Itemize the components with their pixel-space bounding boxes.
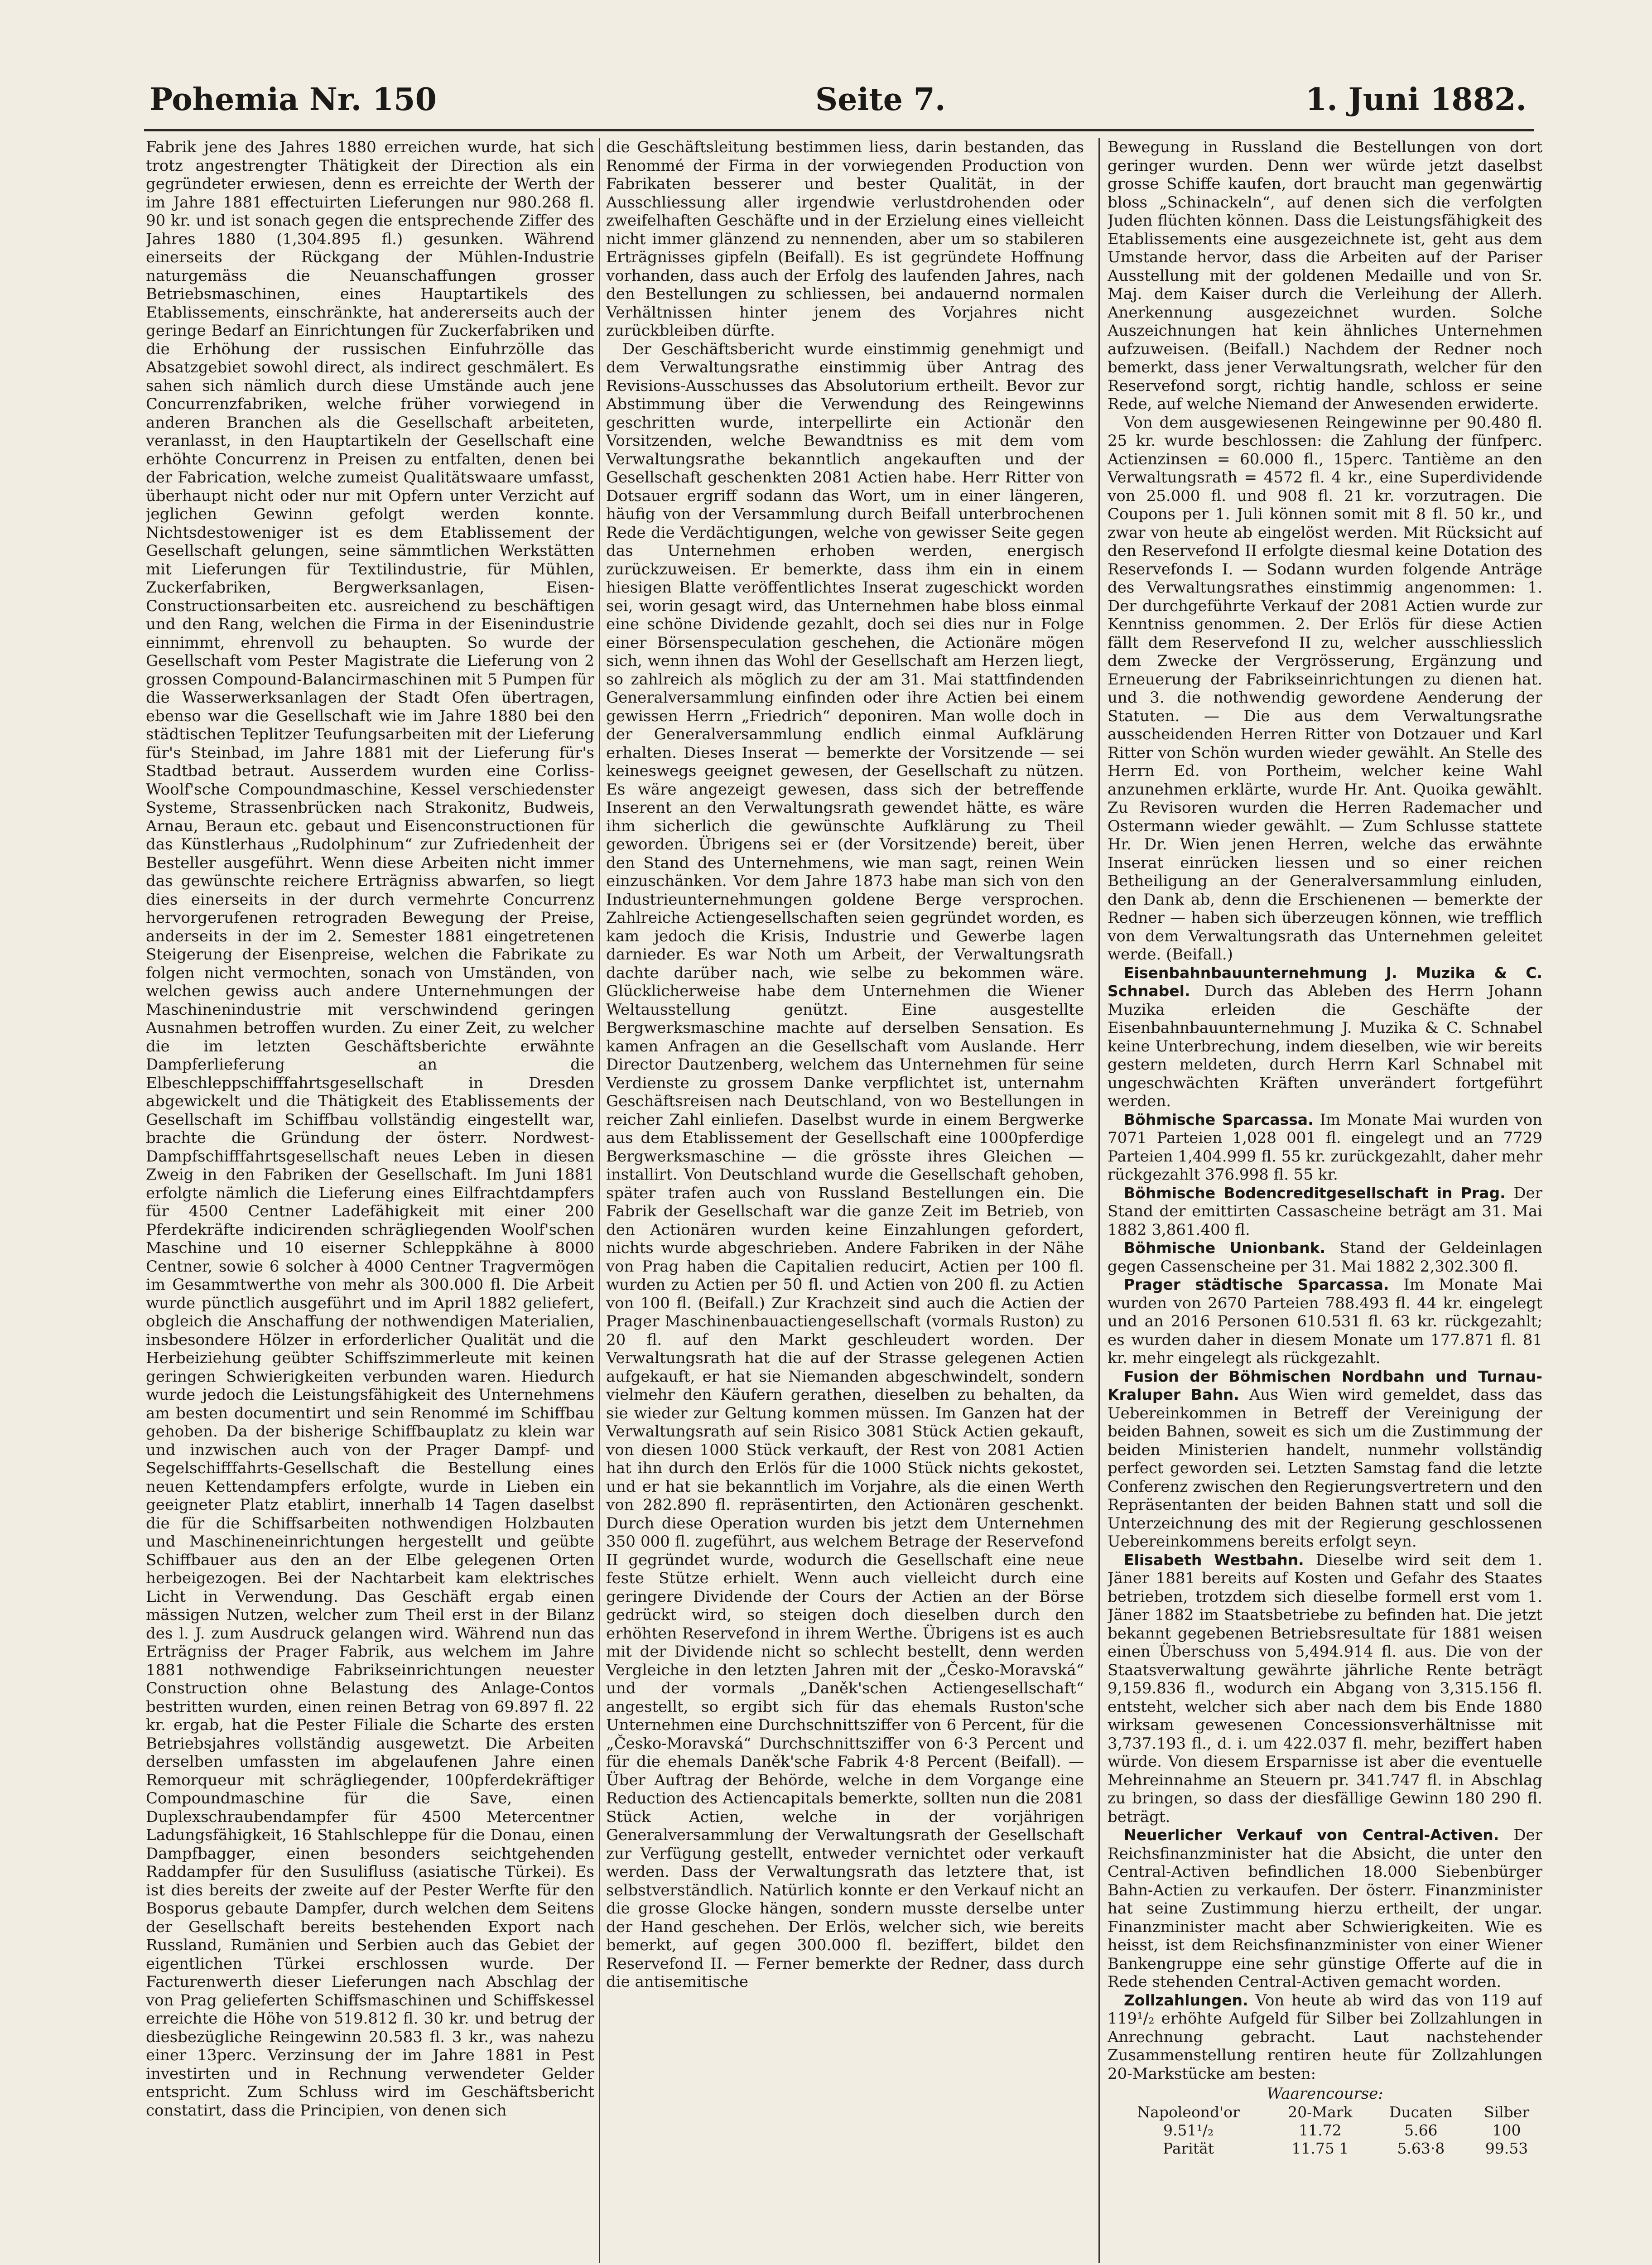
rates-cell: 100 [1492, 2121, 1521, 2139]
article-paragraph: Von dem ausgewiesenen Reingewinne per 90.480 fl. 25 kr. wurde beschlossen: die Zahlung der fünfperc. Actienzinsen = 60.000 fl., 15perc. Tantième an den Verwaltungsrath = 4572 fl. 4 kr., eine Superdividende von 25.000 fl. und 908 fl. 21 kr. vorzutragen. Die Coupons per 1. Juli können somit mit 8 fl. 50 kr., und zwar von heute ab eingelöst werden. Mit Rücksicht auf den Reservefond II erfolgte diesmal keine Dotation des Reservefonds I. — Sodann wurden folgende Anträge des Verwaltungsrathes einstimmig angenommen: 1. Der durchgeführte Verkauf der 2081 Actien wurde zur Kenntniss genommen. 2. Der Erlös für diese Actien fällt dem Reservefond II zu, welcher ausschliesslich dem Zwecke der Vergrösserung, Ergänzung und Erneuerung der Fabrikseinrichtungen zu dienen hat. und 3. die nothwendig gewordene Aenderung der Statuten. — Die aus dem Verwaltungsrathe ausscheidenden Herren Ritter von Dotzauer und Karl Ritter von Schön wurden wieder gewählt. An Stelle des Herrn Ed. von Portheim, welcher keine Wahl anzunehmen erklärte, wurde Hr. Ant. Quoika gewählt. Zu Revisoren wurden die Herren Rademacher und Ostermann wieder gewählt. — Zum Schlusse stattete Hr. Dr. Wien jenen Herren, welche das erwähnte Inserat einrücken liessen und so einer reichen Betheiligung an der Generalversammlung einluden, den Dank ab, denn die Erschienenen — bemerkte der Redner — haben sich überzeugen können, wie trefflich von dem Verwaltungsrath das Unternehmen geleitet werde. (Beifall.) [1108, 413, 1542, 964]
rates-header-cell: Ducaten [1389, 2103, 1453, 2121]
news-item-text: Von heute ab wird das von 119 auf 119¹/₂ erhöhte Aufgeld für Silber bei Zollzahlungen in Anrechnung gebracht. Laut nachstehender Zusammenstellung rentiren heute für Zollzahlungen 20-Markstücke am besten: [1108, 1991, 1542, 2083]
news-item-title: Eisenbahnbauunternehmung J. Muzika & C. Schnabel. [1108, 964, 1542, 1000]
header-page-number: Seite 7. [815, 82, 946, 118]
news-item [1108, 1368, 1542, 1551]
news-item-text: Durch das Ableben des Herrn Johann Muzika erleiden die Geschäfte der Eisenbahnbauunternehmung J. Muzika & C. Schnabel keine Unterbrechung, indem dieselben, wie wir bereits gestern meldeten, durch Herrn Karl Schnabel mit ungeschwächten Kräften unverändert fortgeführt werden. [1108, 982, 1542, 1110]
news-item [1108, 1826, 1542, 1991]
news-item-text: Aus Wien wird gemeldet, dass das Uebereinkommen in Betreff der Vereinigung der beiden Bahnen, soweit es sich um die Zustimmung der beiden Ministerien handelt, nunmehr vollständig perfect geworden sei. Letzten Samstag fand die letzte Conferenz zwischen den Regierungsvertretern und den Repräsentanten der beiden Bahnen statt und soll die Unterzeichnung des mit der Regierung geschlossenen Uebereinkommens bereits erfolgt seyn. [1108, 1386, 1542, 1551]
news-item [1108, 1111, 1542, 1184]
news-item-title: Neuerlicher Verkauf von Central-Activen. [1124, 1826, 1499, 1844]
column-divider [1098, 138, 1100, 2263]
news-item-text: Der Reichsfinanzminister hat die Absicht, die unter den Central-Activen befindlichen 18.000 Siebenbürger Bahn-Actien zu verkaufen. Der österr. Finanzminister hat seine Zustimmung hierzu ertheilt, der ungar. Finanzminister macht aber Schwierigkeiten. Wie es heisst, ist dem Reichsfinanzminister von einer Wiener Bankengruppe eine sehr günstige Offerte auf die in Rede stehenden Central-Activen gemacht worden. [1108, 1826, 1542, 1991]
rates-row [1108, 2121, 1542, 2140]
news-item-title: Zollzahlungen. [1124, 1991, 1248, 2009]
rates-cell: 5.63·8 [1397, 2139, 1445, 2157]
rates-row [1108, 2140, 1542, 2158]
rates-cell: 99.53 [1485, 2139, 1528, 2157]
rates-cell: 11.72 [1299, 2121, 1342, 2139]
news-item-title: Fusion der Böhmischen Nordbahn und Turnau-Kraluper Bahn. [1108, 1367, 1542, 1403]
news-item-title: Böhmische Unionbank. [1124, 1239, 1326, 1257]
rates-cell: 5.66 [1404, 2121, 1438, 2139]
news-item [1108, 1184, 1542, 1239]
header-rule [144, 129, 1534, 131]
column-2 [606, 138, 1084, 2265]
news-item-text: Im Monate Mai wurden von 2670 Parteien 788.493 fl. 44 kr. eingelegt und an 2016 Personen 610.531 fl. 63 kr. rückgezahlt; es wurden daher in diesem Monate um 177.871 fl. 81 kr. mehr eingelegt als rückgezahlt. [1108, 1276, 1542, 1367]
header-masthead: Pohemia Nr. 150 [149, 82, 437, 118]
news-item-title: Böhmische Bodencreditgesellschaft in Prag. [1124, 1184, 1506, 1202]
article-paragraph: Der Geschäftsbericht wurde einstimmig genehmigt und dem Verwaltungsrathe einstimmig über Antrag des Revisions-Ausschusses das Absolutorium ertheilt. Bevor zur Abstimmung über die Verwendung des Reingewinns geschritten wurde, interpellirte ein Actionär den Vorsitzenden, welche Bewandtniss es mit dem vom Verwaltungsrathe bekanntlich angekauften und der Gesellschaft geschenkten 2081 Actien habe. Herr Ritter von Dotsauer ergriff sodann das Wort, um in einer längeren, häufig von der Versammlung durch Beifall unterbrochenen Rede die Verdächtigungen, welche von gewisser Seite gegen das Unternehmen erhoben werden, energisch zurückzuweisen. Er bemerkte, dass ihm ein in einem hiesigen Blatte veröffentlichtes Inserat zugeschickt worden sei, worin gesagt wird, das Unternehmen habe bloss einmal eine schöne Dividende gezahlt, doch sei dies nur in Folge einer Börsenspeculation geschehen, die Actionäre mögen sich, wenn ihnen das Wohl der Gesellschaft am Herzen liegt, so zahlreich als möglich zu der am 31. Mai stattfindenden Generalversammlung einfinden oder ihre Actien bei einem gewissen Herrn „Friedrich“ deponiren. Man wolle doch in der Generalversammlung endlich einmal Aufklärung erhalten. Dieses Inserat — bemerkte der Vorsitzende — sei keineswegs geeignet gewesen, der Gesellschaft zu nützen. Es wäre angezeigt gewesen, dass sich der betreffende Inserent an den Verwaltungsrath gewendet hätte, es wäre ihm sicherlich die gewünschte Aufklärung zu Theil geworden. Übrigens sei er (der Vorsitzende) bereit, über den Stand des Unternehmens, wie man sagt, reinen Wein einzuschänken. Vor dem Jahre 1873 habe man sich von den Industrieunternehmungen goldene Berge versprochen. Zahlreiche Actiengesellschaften seien gegründet worden, es kam jedoch die Krisis, Industrie und Gewerbe lagen darnieder. Es war Noth um Arbeit, der Verwaltungsrath dachte darüber nach, wie selbe zu bekommen wäre. Glücklicherweise habe dem Unternehmen die Wiener Weltausstellung genützt. Eine ausgestellte Bergwerksmaschine machte auf derselben Sensation. Es kamen Anfragen an die Gesellschaft vom Auslande. Herr Director Dautzenberg, welchem das Unternehmen für seine Verdienste zu grossem Danke verpflichtet ist, unternahm Geschäftsreisen nach Deutschland, von wo Bestellungen in reicher Zahl einliefen. Daselbst wurde in einem Bergwerke aus dem Etablissement der Gesellschaft eine 1000pferdige Bergwerksmaschine — die grösste ihres Gleichen — installirt. Von Deutschland wurde die Gesellschaft gehoben, später trafen auch von Russland Bestellungen ein. Die Fabrik der Gesellschaft war die ganze Zeit im Betrieb, von den Actionären wurden keine Einzahlungen gefordert, nichts wurde abgeschrieben. Andere Fabriken in der Nähe von Prag haben die Capitalien reducirt, Actien per 100 fl. wurden zu Actien per 50 fl. und Actien von 200 fl. zu Actien von 100 fl. (Beifall.) Zur Krachzeit sind auch die Actien der Prager Maschinenbauactiengesellschaft (vormals Ruston) zu 20 fl. auf den Markt geschleudert worden. Der Verwaltungsrath hat die auf der Strasse gelegenen Actien aufgekauft, er hat sie Niemanden abgeschwindelt, sondern vielmehr den Käufern gerathen, dieselben zu behalten, da sie wieder zur Geltung kommen müssen. Im Ganzen hat der Verwaltungsrath auf sein Risico 3081 Stück Actien gekauft, von diesen 1000 Stück verkauft, der Rest von 2081 Actien hat ihn durch den Erlös für die 1000 Stück nichts gekostet, und er hat sie bekanntlich im Vorjahre, als die einen Werth von 282.890 fl. repräsentirten, den Actionären geschenkt. Durch diese Operation wurden bis jetzt dem Unternehmen 350 000 fl. zugeführt, aus welchem Betrage der Reservefond II gegründet wurde, wodurch die Gesellschaft eine neue feste Stütze erhielt. Wenn auch vielleicht durch eine geringere Dividende der Cours der Actien an der Börse gedrückt wird, so steigen doch dieselben durch den erhöhten Reservefond in ihrem Werthe. Übrigens ist es auch mit der Dividende nicht so schlecht bestellt, denn werden Vergleiche in den letzten Jahren mit der „Česko-Moravská“ und der vormals „Daněk'schen Actiengesellschaft“ angestellt, so ergibt sich für das ehemals Ruston'sche Unternehmen eine Durchschnittsziffer von 6 Percent, für die „Česko-Moravská“ Durchschnittsziffer von 6·3 Percent und für die ehemals Daněk'sche Fabrik 4·8 Percent (Beifall). — Über Auftrag der Behörde, welche in dem Vorgange eine Reduction des Actiencapitals bemerkte, sollten nun die 2081 Stück Actien, welche in der vorjährigen Generalversammlung der Verwaltungsrath der Gesellschaft zur Verfügung gestellt, entweder vernichtet oder verkauft werden. Dass der Verwaltungsrath das letztere that, ist selbstverständlich. Natürlich konnte er den Verkauf nicht an die grosse Glocke hängen, sondern musste derselbe unter der Hand geschehen. Der Erlös, welcher sich, wie bereits bemerkt, auf gegen 300.000 fl. beziffert, bildet den Reservefond II. — Ferner bemerkte der Redner, dass durch die antisemitische [606, 340, 1084, 1991]
header-date: 1. Juni 1882. [1305, 82, 1527, 118]
column-divider [599, 138, 600, 2263]
rates-header-cell: Silber [1483, 2103, 1530, 2121]
news-item [1108, 964, 1542, 1111]
article-paragraph: Fabrik jene des Jahres 1880 erreichen wurde, hat sich trotz angestrengter Thätigkeit der Direction als ein gegründeter erwiesen, denn es erreichte der Werth der im Jahre 1881 effectuirten Lieferungen nur 980.268 fl. 90 kr. und ist sonach gegen die entsprechende Ziffer des Jahres 1880 (1,304.895 fl.) gesunken. Während einerseits der Rückgang der Mühlen-Industrie naturgemäss die Neuanschaffungen grosser Betriebsmaschinen, eines Hauptartikels des Etablissements, einschränkte, hat andererseits auch der geringe Bedarf an Einrichtungen für Zuckerfabriken und die Erhöhung der russischen Einfuhrzölle das Absatzgebiet sowohl direct, als indirect geschmälert. Es sahen sich nämlich durch diese Umstände auch jene Concurrenzfabriken, welche früher vorwiegend in anderen Branchen als die Gesellschaft arbeiteten, veranlasst, in den Hauptartikeln der Gesellschaft eine erhöhte Concurrenz in Preisen zu entfalten, denen bei der Fabrication, welche zumeist Qualitätswaare umfasst, überhaupt nicht oder nur mit Opfern unter Verzicht auf jeglichen Gewinn gefolgt werden konnte. Nichtsdestoweniger ist es dem Etablissement der Gesellschaft gelungen, seine sämmtlichen Werkstätten mit Lieferungen für Textilindustrie, für Mühlen, Zuckerfabriken, Bergwerksanlagen, Eisen-Constructionsarbeiten etc. ausreichend zu beschäftigen und den Rang, welchen die Firma in der Eisenindustrie einnimmt, ehrenvoll zu behaupten. So wurde der Gesellschaft vom Pester Magistrate die Lieferung von 2 grossen Compound-Balancirmaschinen mit 5 Pumpen für die Wasserwerksanlagen der Stadt Ofen übertragen, ebenso war die Gesellschaft wie im Jahre 1880 bei den städtischen Teplitzer Teufungsarbeiten mit der Lieferung für's Steinbad, im Jahre 1881 mit der Lieferung für's Stadtbad betraut. Ausserdem wurden eine Corliss-Woolf'sche Compoundmaschine, Kessel verschiedenster Systeme, Strassenbrücken nach Strakonitz, Budweis, Arnau, Beraun etc. gebaut und Eisenconstructionen für das Künstlerhaus „Rudolphinum“ zur Zufriedenheit der Besteller ausgeführt. Wenn diese Arbeiten nicht immer das gewünschte reichere Erträgniss abwarfen, so liegt dies einerseits in der durch vermehrte Concurrenz hervorgerufenen retrograden Bewegung der Preise, anderseits in der im 2. Semester 1881 eingetretenen Steigerung der Eisenpreise, welchen die Fabrikate zu folgen nicht vermochten, sonach von Umständen, von welchen gewiss auch andere Unternehmungen der Maschinenindustrie mit verschwindend geringen Ausnahmen betroffen wurden. Zu einer Zeit, zu welcher die im letzten Geschäftsberichte erwähnte Dampferlieferung an die Elbeschleppschifffahrtsgesellschaft in Dresden abgewickelt und die Thätigkeit des Etablissements der Gesellschaft im Schiffbau vollständig eingestellt war, brachte die Gründung der österr. Nordwest-Dampfschifffahrtsgesellschaft neues Leben in diesen Zweig in den Fabriken der Gesellschaft. Im Juni 1881 erfolgte nämlich die Lieferung eines Eilfrachtdampfers für 4500 Centner Ladefähigkeit mit einer 200 Pferdekräfte indicirenden schrägliegenden Woolf'schen Maschine und 10 eiserner Schleppkähne à 8000 Centner, sowie 6 solcher à 4000 Centner Tragvermögen im Gesammtwerthe von mehr als 300.000 fl. Die Arbeit wurde pünctlich ausgeführt und im April 1882 geliefert, obgleich die Anschaffung der nothwendigen Materialien, insbesondere Hölzer in erforderlicher Qualität und die Herbeiziehung geübter Schiffszimmerleute mit keinen geringen Schwierigkeiten verbunden waren. Hiedurch wurde jedoch die Leistungsfähigkeit des Unternehmens am besten documentirt und sein Renommé im Schiffbau gehoben. Da der bisherige Schiffbauplatz zu klein war und inzwischen auch von der Prager Dampf- und Segelschifffahrts-Gesellschaft die Bestellung eines neuen Kettendampfers erfolgte, wurde in Lieben ein geeigneter Platz etablirt, innerhalb 14 Tagen daselbst die für die Schiffsarbeiten nothwendigen Holzbauten und Maschineneinrichtungen hergestellt und geübte Schiffbauer aus den an der Elbe gelegenen Orten herbeigezogen. Bei der Nachtarbeit kam elektrisches Licht in Verwendung. Das Geschäft ergab einen mässigen Nutzen, welcher zum Theil erst in der Bilanz des l. J. zum Ausdruck gelangen wird. Während nun das Erträgniss der Prager Fabrik, aus welchem im Jahre 1881 nothwendige Fabrikseinrichtungen neuester Construction ohne Belastung des Anlage-Contos bestritten wurden, einen reinen Betrag von 69.897 fl. 22 kr. ergab, hat die Pester Filiale die Scharte des ersten Betriebsjahres vollständig ausgewetzt. Die Arbeiten derselben umfassten im abgelaufenen Jahre einen Remorqueur mit schrägliegender, 100pferdekräftiger Compoundmaschine für die Save, einen Duplexschraubendampfer für 4500 Metercentner Ladungsfähigkeit, 16 Stahlschleppe für die Donau, einen Dampfbagger, einen besonders seichtgehenden Raddampfer für den Susulifluss (asiatische Türkei). Es ist dies bereits der zweite auf der Pester Werfte für den Bosporus gebaute Dampfer, durch welchen dem Seitens der Gesellschaft bereits bestehenden Export nach Russland, Rumänien und Serbien auch das Gebiet der eigentlichen Türkei erschlossen wurde. Der Facturenwerth dieser Lieferungen nach Abschlag der von Prag gelieferten Schiffsmaschinen und Schiffskessel erreichte die Höhe von 519.812 fl. 30 kr. und betrug der diesbezügliche Reingewinn 20.583 fl. 3 kr., was nahezu einer 13perc. Verzinsung der im Jahre 1881 in Pest investirten und in Rechnung verwendeter Gelder entspricht. Zum Schluss wird im Geschäftsbericht constatirt, dass die Principien, von denen sich [146, 138, 594, 2120]
news-item-text: Im Monate Mai wurden von 7071 Parteien 1,028 001 fl. eingelegt und an 7729 Parteien 1,404.999 fl. 55 kr. zurückgezahlt, daher mehr rückgezahlt 376.998 fl. 55 kr. [1108, 1110, 1542, 1184]
article-paragraph: die Geschäftsleitung bestimmen liess, darin bestanden, das Renommé der Firma in der vorwiegenden Production von Fabrikaten besserer und bester Qualität, in der Ausschliessung aller irgendwie verlustdrohenden oder zweifelhaften Geschäfte und in der Erzielung eines vielleicht nicht immer glänzend zu nennenden, aber um so stabileren Erträgnisses gipfeln (Beifall). Es ist gegründete Hoffnung vorhanden, dass auch der Erfolg des laufenden Jahres, nach den Bestellungen zu schliessen, bei andauernd normalen Verhältnissen hinter jenem des Vorjahres nicht zurückbleiben dürfte. [606, 138, 1084, 340]
rates-cell: 11.75 1 [1291, 2139, 1349, 2157]
news-item-title: Elisabeth Westbahn. [1124, 1551, 1304, 1569]
news-item [1108, 1991, 1542, 2083]
news-item-title: Prager städtische Sparcassa. [1124, 1276, 1389, 1293]
rates-cell: Parität [1163, 2139, 1214, 2157]
rates-table [1108, 2103, 1542, 2158]
rates-title: Waarencourse: [1267, 2085, 1383, 2103]
article-paragraph: Bewegung in Russland die Bestellungen von dort geringer wurden. Denn wer würde jetzt daselbst grosse Schiffe kaufen, dort braucht man gegenwärtig bloss „Schinackeln“, auf denen sich die verfolgten Juden flüchten können. Dass die Leistungsfähigkeit des Etablissements eine ausgezeichnete ist, geht aus dem Umstande hervor, dass die Arbeiten auf der Pariser Ausstellung mit der goldenen Medaille und von Sr. Maj. dem Kaiser durch die Verleihung der Allerh. Anerkennung ausgezeichnet wurden. Solche Auszeichnungen hat kein ähnliches Unternehmen aufzuweisen. (Beifall.) Nachdem der Redner noch bemerkt, dass jener Verwaltungsrath, welcher für den Reservefond sorgt, richtig handle, schloss er seine Rede, auf welche Niemand der Anwesenden erwiderte. [1108, 138, 1542, 413]
news-item [1108, 1239, 1542, 1276]
news-item-text: Der Stand der emittirten Cassascheine beträgt am 31. Mai 1882 3,861.400 fl. [1108, 1184, 1542, 1239]
news-item-text: Stand der Geldeinlagen gegen Cassenscheine per 31. Mai 1882 2,302.300 fl. [1108, 1239, 1542, 1276]
rates-header-cell: 20-Mark [1288, 2103, 1353, 2121]
rates-cell: 9.51¹/₂ [1163, 2121, 1214, 2139]
news-item [1108, 1551, 1542, 1826]
rates-header-cell: Napoleond'or [1137, 2103, 1240, 2121]
column-3 [1108, 138, 1542, 2265]
rates-header-row [1108, 2103, 1542, 2121]
news-item-title: Böhmische Sparcassa. [1124, 1110, 1314, 1128]
news-item [1108, 1276, 1542, 1368]
news-item-text: Dieselbe wird seit dem 1. Jäner 1881 bereits auf Kosten und Gefahr des Staates betrieben, trotzdem sich dieselbe formell erst vom 1. Jäner 1882 im Staatsbetriebe zu befinden hat. Die jetzt bekannt gegebenen Betriebsresultate für 1881 weisen einen Überschuss von 5,494.914 fl. aus. Die von der Staatsverwaltung gewährte jährliche Rente beträgt 9,159.836 fl., wodurch ein Abgang von 3,315.156 fl. entsteht, welcher sich aber nach dem bis Ende 1880 wirksam gewesenen Concessionsverhältnisse mit 3,737.193 fl., d. i. um 422.037 fl. mehr, beziffert haben würde. Von diesem Ersparnisse ist aber die eventuelle Mehreinnahme an Steuern pr. 341.747 fl. in Abschlag zu bringen, so dass der diesfällige Gewinn 180 290 fl. beträgt. [1108, 1551, 1542, 1826]
page-header [149, 82, 1527, 122]
column-1 [146, 138, 594, 2265]
